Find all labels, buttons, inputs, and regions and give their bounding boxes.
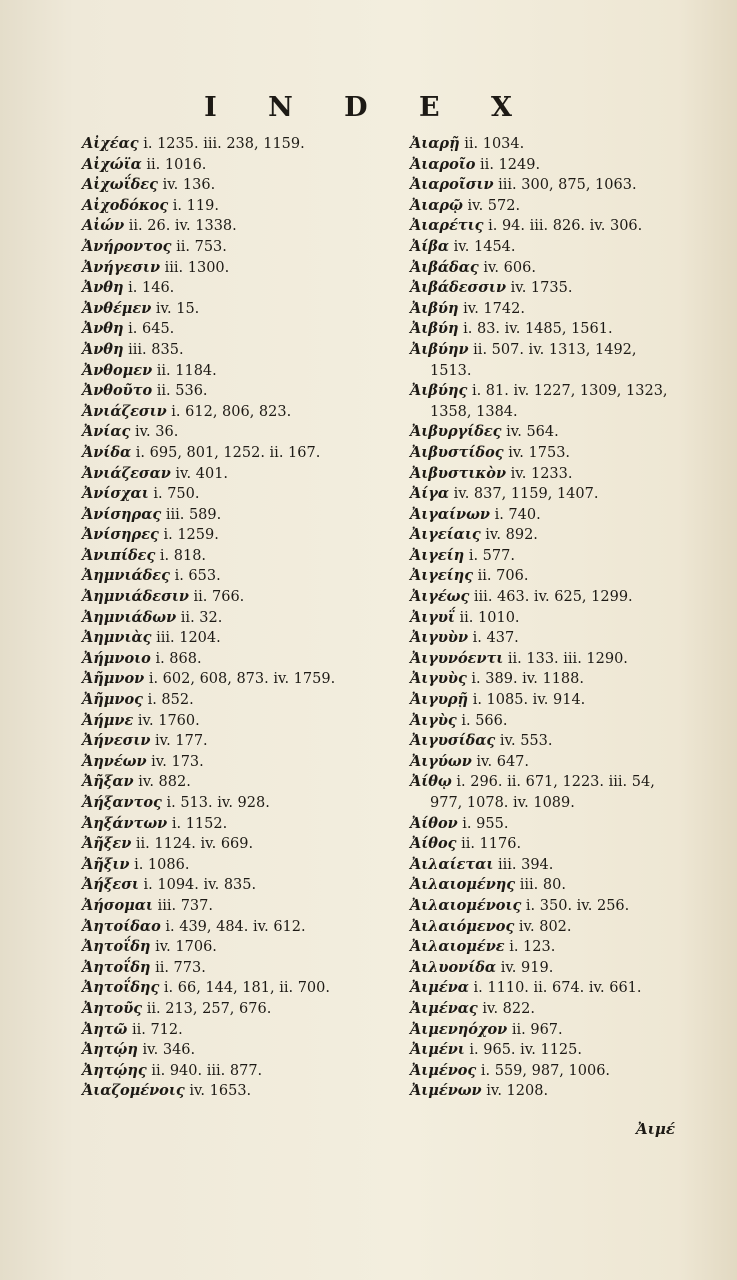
line-references: iv. 401. [175,465,229,482]
line-references: i. 955. [462,815,509,832]
headword: Ἀνήροντος [82,237,172,255]
headword: Ἀήξαντος [82,794,162,811]
line-references: i. 695, 801, 1252. ii. 167. [135,444,321,461]
index-entry [410,237,710,258]
line-references: iv. 15. [155,300,200,317]
index-entry [82,381,402,402]
line-references: ii. 1124. iv. 669. [135,836,254,853]
headword: Ἀητοΐδης [82,979,160,997]
index-entry [410,1061,710,1082]
index-entry [410,546,710,567]
index-entry [82,422,402,443]
line-references: i. 1235. iii. 238, 1159. [143,136,305,152]
line-references: i. 1152. [171,815,228,832]
index-entry [410,258,710,279]
catchword: Ἀιμέ [636,1120,675,1138]
headword: Ἀιαζομένοις [82,1082,185,1100]
index-entry [82,525,402,546]
headword: Ἀιγέως [410,588,470,606]
headword: Ἀιλυονίδα [410,958,497,976]
index-entry [82,237,402,258]
index-entry [82,443,402,464]
headword: Ἀήξεσι [82,876,139,894]
line-references: i. 146. [128,280,175,297]
index-entry [410,196,710,217]
index-entry [410,175,710,196]
line-references: ii. 133. iii. 1290. [507,650,628,667]
line-references: i. 66, 144, 181, ii. 700. [163,980,330,997]
headword: Ἀιαρέτις [410,217,484,235]
headword: Ἀημνιάδεσιν [82,588,189,606]
index-entry [410,669,710,690]
index-entry [410,608,710,629]
headword: Ἀνήγεσιν [82,258,161,276]
index-entry [410,628,710,649]
index-entry [410,443,710,464]
headword: Ἀιβυργίδες [410,423,502,441]
headword: Ἀιβύη [410,320,459,338]
line-references: i. 439, 484. iv. 612. [165,918,306,935]
headword: Ἀητῴη [82,1041,138,1059]
line-references: i. 566. [461,712,508,729]
headword: Ἀιγυσίδας [410,732,496,750]
line-references: iii. 835. [128,341,184,358]
headword: Ἀιμένας [410,999,478,1017]
headword: Ἀίβα [410,237,450,255]
line-references: iv. 1753. [508,444,571,461]
headword: Αἰχοδόκος [82,196,169,214]
index-entry [82,1040,402,1061]
line-references: 1358, 1384. [430,403,518,420]
line-references: iv. 882. [138,774,191,791]
headword: Ἀνιάζεσαν [82,464,171,482]
headword: Ἀημνιὰς [82,629,152,647]
headword: Ἀιαροῖσιν [410,176,494,194]
line-references: i. 94. iii. 826. iv. 306. [488,218,643,235]
index-entry [410,525,710,546]
index-entry [82,917,402,938]
headword: Ἀῆξαν [82,773,134,791]
headword: Ἀίθῳ [410,773,452,791]
index-entry [82,834,402,855]
index-entry [82,999,402,1020]
line-references: i. 1110. ii. 674. iv. 661. [473,980,642,997]
line-references: iv. 892. [485,527,538,544]
headword: Ἀηνέων [82,752,147,770]
line-references: i. 437. [472,630,519,647]
line-references: iv. 572. [467,197,521,214]
line-references: 977, 1078. iv. 1089. [430,795,575,811]
index-entry [82,319,402,340]
line-references: ii. 536. [156,383,208,400]
line-references: ii. 1176. [461,836,522,853]
index-entry [410,855,710,876]
line-references: i. 81. iv. 1227, 1309, 1323, [471,383,668,400]
headword: Ἀνιπίδες [82,546,156,564]
headword: Ἀιβύης [410,382,468,400]
line-references: i. 750. [153,486,200,503]
index-entry [82,278,402,299]
line-references: iii. 1300. [164,259,230,276]
headword: Ἀιλαιομένοις [410,896,522,914]
index-entry [410,278,710,299]
headword: Ἀῆξιν [82,855,130,873]
headword: Ἀνθέμεν [82,299,152,317]
headword: Ἀιβάδας [410,258,479,276]
headword: Ἀνθη [82,340,124,358]
line-references: iii. 1204. [156,630,221,647]
index-entry [410,1020,710,1041]
headword: Ἀητοίδαο [82,917,161,935]
index-entry [82,1081,402,1102]
index-entry [410,155,710,176]
index-entry [410,772,710,793]
headword: Ἀιμένος [410,1061,477,1079]
index-entry [82,1061,402,1082]
index-entry [82,649,402,670]
index-entry [410,711,710,732]
index-entry [410,731,710,752]
headword: Ἀητῶ [82,1020,128,1038]
index-entry [82,958,402,979]
headword: Ἀηξάντων [82,814,168,832]
line-references: iv. 1706. [155,939,217,956]
line-references: i. 513. iv. 928. [166,795,270,811]
headword: Ἀήμνοιο [82,649,151,667]
headword: Ἀιαροῖο [410,155,476,173]
index-entry [82,690,402,711]
headword: Ἀιμένι [410,1041,465,1059]
headword: Ἀίγα [410,485,449,503]
line-references: i. 389. iv. 1188. [471,671,584,688]
line-references: i. 83. iv. 1485, 1561. [463,321,613,338]
index-entry [82,772,402,793]
index-entry [410,978,710,999]
headword: Ἀιλαίεται [410,855,494,873]
index-entry [82,711,402,732]
index-entry [410,814,710,835]
headword: Ἀιγυὺν [410,629,469,647]
line-references: iii. 300, 875, 1063. [498,177,637,194]
line-references: ii. 753. [176,238,227,255]
line-references: iv. 553. [499,733,553,750]
line-references: i. 965. iv. 1125. [469,1042,582,1059]
headword: Ἀιγυρῇ [410,691,469,709]
line-references: iii. 394. [497,856,554,873]
headword: Ἀητοΐδη [82,958,151,976]
headword: Αἰχωΐδες [82,176,158,194]
index-entry [82,896,402,917]
headword: Ἀιβύην [410,340,469,358]
line-references: i. 653. [174,568,221,585]
headword: Ἀνίσηρες [82,526,159,544]
headword: Ἀνθη [82,279,124,297]
headword: Ἀιαρῷ [410,196,463,214]
index-entry [410,999,710,1020]
headword: Ἀητοΐδη [82,938,151,956]
index-entry-continuation [410,402,710,423]
line-references: i. 123. [509,939,556,956]
headword: Ἀίθος [410,835,457,853]
line-references: iv. 173. [151,753,204,770]
line-references: i. 612, 806, 823. [171,403,292,420]
line-references: i. 602, 608, 873. iv. 1759. [148,671,336,688]
headword: Ἀνίας [82,423,131,441]
index-entry [410,216,710,237]
headword: Ἀῆμνον [82,670,145,688]
line-references: iv. 1742. [463,300,525,317]
index-entry [410,587,710,608]
line-references: ii. 213, 257, 676. [146,1000,272,1017]
headword: Ἀήσομαι [82,896,153,914]
headword: Ἀιμένων [410,1082,482,1100]
line-references: iv. 822. [482,1000,535,1017]
index-entry [82,464,402,485]
line-references: i. 1259. [163,527,219,544]
headword: Ἀιλαιόμενος [410,917,515,935]
headword: Ἀιγυΐ [410,608,455,626]
headword: Ἀιγυνόεντι [410,649,504,667]
line-references: iv. 919. [500,959,554,976]
line-references: ii. 507. iv. 1313, 1492, [473,341,637,358]
index-entry [82,1020,402,1041]
line-references: ii. 967. [511,1021,563,1038]
headword: Αἰχώϊα [82,155,142,173]
line-references: iii. 737. [157,897,213,914]
headword: Αἰών [82,217,125,235]
index-entry [410,937,710,958]
line-references: i. 119. [172,197,219,214]
line-references: i. 350. iv. 256. [525,897,630,914]
index-column-left [82,134,402,1102]
headword: Ἀιγὺς [410,711,457,729]
index-entry [82,731,402,752]
line-references: ii. 766. [193,589,245,606]
headword: Ἀιγαίνων [410,505,490,523]
line-references: iv. 136. [162,177,216,194]
index-entry [410,484,710,505]
index-entry [82,402,402,423]
line-references: ii. 26. iv. 1338. [128,218,237,235]
index-entry-continuation [410,361,710,382]
index-entry [82,669,402,690]
headword: Ἀνίσχαι [82,485,149,503]
line-references: iv. 1760. [137,712,200,729]
line-references: i. 1086. [134,856,190,873]
line-references: i. 740. [494,506,541,523]
headword: Ἀιβυστικὸν [410,464,507,482]
line-references: iv. 1735. [510,280,573,297]
headword: Ἀνιάζεσιν [82,402,167,420]
line-references: i. 296. ii. 671, 1223. iii. 54, [456,774,655,791]
line-references: i. 818. [159,547,207,564]
line-references: i. 868. [155,650,202,667]
headword: Ἀητοῦς [82,999,143,1017]
headword: Ἀημνιάδες [82,567,170,585]
line-references: iv. 837, 1159, 1407. [453,486,599,503]
index-entry [410,381,710,402]
index-entry [82,855,402,876]
index-entry [410,422,710,443]
headword: Ἀιλαιομένης [410,876,516,894]
index-entry [82,361,402,382]
line-references: iv. 564. [506,424,559,441]
headword: Ἀητῴης [82,1061,147,1079]
headword: Ἀνθοῦτο [82,382,153,400]
headword: Ἀνθομεν [82,361,153,379]
index-entry [82,340,402,361]
index-entry [410,505,710,526]
headword: Ἀιγείη [410,546,465,564]
line-references: ii. 1249. [480,156,541,173]
index-entry [82,628,402,649]
headword: Ἀιγείαις [410,526,481,544]
line-references: ii. 706. [477,568,529,585]
line-references: iv. 647. [476,753,530,770]
line-references: i. 577. [468,547,515,564]
line-references: iv. 606. [483,259,536,276]
line-references: 1513. [430,362,472,379]
headword: Ἀιγυὺς [410,670,467,688]
headword: Ἀιλαιομένε [410,938,505,956]
line-references: ii. 773. [155,959,206,976]
headword: Ἀνίσηρας [82,505,162,523]
index-entry [82,155,402,176]
headword: Ἀνθη [82,320,124,338]
index-entry [82,793,402,814]
line-references: iv. 802. [518,918,572,935]
index-entry [82,978,402,999]
index-entry [82,299,402,320]
line-references: iv. 1653. [189,1083,252,1100]
index-entry [410,134,710,155]
index-entry [410,464,710,485]
line-references: ii. 712. [131,1021,183,1038]
index-entry [82,814,402,835]
line-references: ii. 1010. [459,609,520,626]
line-references: iv. 1233. [510,465,573,482]
index-entry [410,1081,710,1102]
index-entry [82,587,402,608]
index-entry [82,875,402,896]
headword: Ἀῆξεν [82,835,132,853]
line-references: ii. 1034. [464,136,525,152]
index-entry [82,175,402,196]
index-entry [82,216,402,237]
index-entry [82,546,402,567]
headword: Ἀίθον [410,814,458,832]
headword: Ἀιβάδεσσιν [410,279,506,297]
line-references: iii. 463. iv. 625, 1299. [473,589,633,606]
index-entry [410,566,710,587]
headword: Ἀῆμνος [82,691,143,709]
line-references: ii. 32. [180,609,223,626]
index-entry [410,834,710,855]
line-references: ii. 1184. [156,362,217,379]
line-references: i. 1085. iv. 914. [472,692,586,709]
line-references: i. 1094. iv. 835. [143,877,257,894]
line-references: i. 645. [128,321,175,338]
headword: Ἀήμνε [82,711,134,729]
index-entry [410,340,710,361]
index-entry [82,134,402,155]
index-entry [82,566,402,587]
index-entry [82,196,402,217]
index-entry [410,958,710,979]
line-references: iv. 36. [134,424,179,441]
index-column-right [410,134,710,1102]
line-references: iii. 80. [519,877,566,894]
index-entry [82,484,402,505]
line-references: iii. 589. [165,506,222,523]
headword: Ἀιμενηόχον [410,1020,508,1038]
line-references: iv. 1454. [453,238,516,255]
line-references: iv. 1208. [486,1083,549,1100]
headword: Ἀιγείης [410,567,474,585]
headword: Ἀιγύων [410,752,472,770]
index-entry [410,1040,710,1061]
index-entry [410,896,710,917]
line-references: i. 852. [147,692,194,709]
line-references: iv. 177. [155,733,208,750]
page-title: I N D E X [204,92,533,123]
index-entry [410,319,710,340]
index-entry [82,505,402,526]
index-entry [410,917,710,938]
headword: Ἀνίδα [82,443,132,461]
headword: Ἀιβυστίδος [410,443,504,461]
headword: Αἰχέας [82,135,139,152]
index-entry [82,258,402,279]
index-entry [82,752,402,773]
line-references: i. 559, 987, 1006. [480,1062,611,1079]
index-entry [82,937,402,958]
index-entry [410,875,710,896]
index-entry [410,690,710,711]
headword: Ἀιαρῇ [410,135,460,152]
index-entry [410,752,710,773]
headword: Ἀιμένα [410,979,469,997]
index-entry [82,608,402,629]
index-entry-continuation [410,793,710,814]
headword: Ἀιβύη [410,299,459,317]
line-references: ii. 940. iii. 877. [151,1062,263,1079]
index-entry [410,299,710,320]
headword: Ἀήνεσιν [82,732,151,750]
headword: Ἀημνιάδων [82,608,177,626]
line-references: iv. 346. [142,1042,196,1059]
line-references: ii. 1016. [146,156,207,173]
index-entry [410,649,710,670]
